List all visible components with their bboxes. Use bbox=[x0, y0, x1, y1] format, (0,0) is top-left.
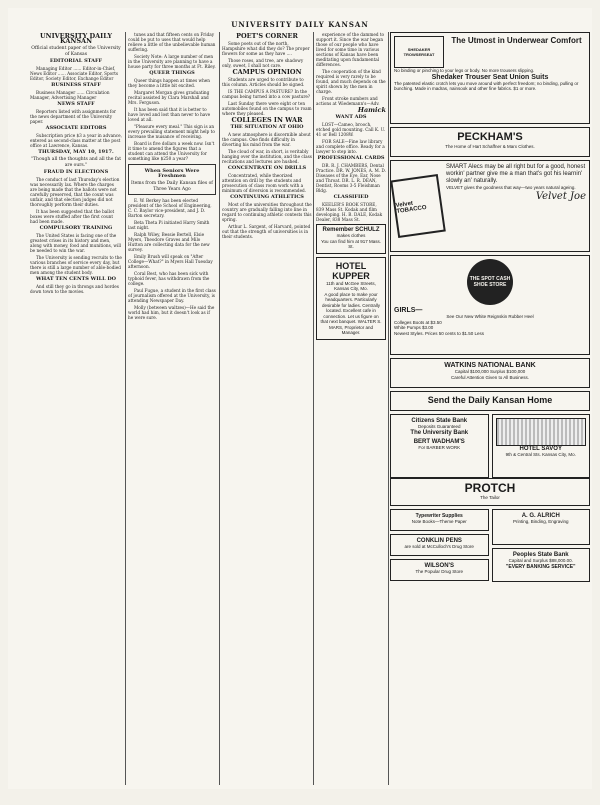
peoples-capital: Capital and Surplus $88,000.00. bbox=[508, 558, 573, 563]
shedaker-ad: SHEDAKER TROWSERSEAT The Utmost in Underwear Comfort No binding or pinching to your legs or body. No more trousers slipping. Shedaker Trouser Seat Union Suits The patented elastic crotch lets you move around with perfect freedom; no binding, pulling or bunching. Made in madras, nainsook and other fine fabrics. $1 or more. bbox=[390, 32, 590, 124]
send-kansan-text: Send the Daily Kansan Home bbox=[427, 395, 553, 405]
wilson-name: WILSON'S bbox=[424, 563, 454, 569]
headline-ten-cents: WHAT TEN CENTS WILL DO bbox=[35, 276, 117, 282]
editorial-column: UNIVERSITY DAILY KANSAN Official student paper of the University of Kansas EDITORIAL STAFF Managing Editor ...... Editor-in-Chief, News Editor ...... Associate Editor, Sports Editor, Society Editor, Exchange Editor BUSINESS STAFF Business Manager ...... Circulation Manager, Advertising Manager NEWS STAFF Reporters listed with assignments for the news department of the University paper. ASSOCIATE EDITORS Subscription price $3 a year in advance, entered as second-class matter at the post office at Lawrence, Kansas. THURSDAY, MAY 10, 1917. "Though all the thoughts and all the fat are ours." FRAUD IN ELECTIONS The conduct of last Thursday's election was necessarily lax. Where the charges are being made that the ballots were not carefully preserved, that the count was unfair, and that election judges did not thoroughly perform their duties. It has been suggested that the ballot boxes were stuffed after the first count had been made. COMPULSORY TRAINING The United States is facing one of the greatest crises in its history and men, along with money, food and munitions, will be needed to win the war. The University is sending recruits to the various branches of service every day, but there is still a large number of able-bodied men among the student body. WHAT TEN CENTS WILL DO And still they go in throngs and hordes down town to the movies. bbox=[30, 32, 122, 294]
staff-heading: EDITORIAL STAFF bbox=[49, 58, 103, 64]
column-rule bbox=[219, 32, 220, 785]
staff-heading: NEWS STAFF bbox=[57, 101, 95, 107]
barber-sub: For BARBER WORK bbox=[418, 444, 461, 450]
conklin-name: CONKLIN PENS bbox=[416, 538, 462, 544]
column-rule bbox=[388, 32, 389, 785]
spotcash-line: Colleges Boots at $3.50 bbox=[394, 319, 442, 325]
headline-campus-opinion: CAMPUS OPINION bbox=[232, 68, 302, 76]
peoples-name: Peoples State Bank bbox=[512, 552, 569, 558]
column-rule bbox=[313, 32, 314, 785]
seniors-box bbox=[128, 164, 216, 195]
box-title: When Seniors Were Freshmen bbox=[144, 168, 200, 179]
page-masthead: UNIVERSITY DAILY KANSAN bbox=[231, 20, 369, 29]
alrich-name: A. G. ALRICH bbox=[521, 513, 560, 519]
opinion-column: POET'S CORNER Some poets out of the north, Hampshire what did they do? The proper flowers for some as they have .... Those roses, and tree, are shadowy only, sweet, I shall not care. CAMPUS OPINION Students are urged to contribute to this column. Articles should be signed. IS THE CAMPUS A PASTURE? In the campus being turned into a cow pasture? Last Sunday there were eight or ten automobiles found on the campus to roam where they pleased. COLLEGES IN WAR THE SITUATION AT OHIO A new atmosphere is discernible about the campus. One finds difficulty in diverting his mind from the war. The cloud of war, in short, is veritably hanging over the institution, and the class recitations and lectures are hushed. CONCENTRATE ON DRILLS Concentrated, while theorized attention on drill by the students and prosecution of class room work with a minimum of diversion is recommended. CONTINUING ATHLETICS Most of the universities throughout the country are gradually falling into line in regard to continuing athletic contests this spring. Arthur L. Sargent, of Harvard, pointed out that the strength of universities is in their students. bbox=[222, 32, 312, 239]
watkins-ad bbox=[390, 358, 590, 388]
bottom-ads-row bbox=[390, 509, 590, 604]
typewriter-name: Typewriter Supplies bbox=[415, 513, 463, 519]
send-kansan-ad bbox=[390, 391, 590, 411]
watkins-capital: Capital $100,000 Surplus $100,000 bbox=[454, 369, 526, 374]
headline-poets: POET'S CORNER bbox=[236, 32, 298, 40]
spotcash-line: White Pumps $3.00 bbox=[394, 325, 434, 330]
typewriter-ad bbox=[390, 509, 489, 531]
tobacco-tin-icon: Velvet TOBACCO bbox=[390, 174, 446, 238]
typewriter-sub: Note Books—Theme Paper bbox=[411, 519, 467, 524]
issue-date: THURSDAY, MAY 10, 1917. bbox=[38, 149, 114, 155]
alrich-ad bbox=[492, 509, 591, 545]
protch-sub: The Tailor bbox=[480, 495, 500, 500]
watkins-sub: Careful Attention Given to All Business. bbox=[450, 374, 530, 380]
velvet-ad: Velvet TOBACCO SMART Alecs may be all right but for a good, honest workin' partner give me a man that's got his learnin' slowly an' naturally. VELVET gives the goodness that way—two years natural ageing. Velvet Joe bbox=[390, 160, 590, 252]
alrich-sub: Printing, Binding, Engraving bbox=[512, 519, 569, 524]
citizens-sub: Deposits Guaranteed bbox=[417, 424, 461, 429]
watkins-name: WATKINS NATIONAL BANK bbox=[444, 362, 536, 369]
shedaker-headline: The Utmost in Underwear Comfort bbox=[451, 36, 582, 45]
nameplate: UNIVERSITY DAILY KANSAN bbox=[39, 32, 113, 45]
box-sub: Items from the Daily Kansan files of Three Years Ago bbox=[131, 181, 213, 192]
peckham-ad bbox=[390, 127, 590, 157]
staff-heading: ASSOCIATE EDITORS bbox=[45, 125, 107, 131]
citizens-ad bbox=[390, 414, 489, 478]
conklin-ad bbox=[390, 534, 489, 556]
headline-athletics: CONTINUING ATHLETICS bbox=[230, 194, 304, 200]
want-ads-heading: WANT ADS bbox=[335, 114, 367, 120]
citizens-tag: The University Bank bbox=[410, 429, 469, 436]
headline-fraud: FRAUD IN ELECTIONS bbox=[43, 169, 109, 175]
savoy-name: HOTEL SAVOY bbox=[519, 446, 562, 452]
velvet-text: SMART Alecs may be all right but for a good, honest workin' partner give me a man that's got his learnin' slowly an' naturally. bbox=[446, 164, 586, 184]
schulz-sub: makes clothes bbox=[336, 233, 366, 238]
kupper-name: HOTEL KUPPER bbox=[332, 260, 370, 281]
kupper-sub: 11th and McGee Streets, Kansas City, Mo. bbox=[326, 280, 376, 291]
professional-cards-heading: PROFESSIONAL CARDS bbox=[317, 155, 385, 161]
headline-compulsory: COMPULSORY TRAINING bbox=[39, 225, 113, 231]
staff-heading: BUSINESS STAFF bbox=[51, 82, 101, 88]
schulz-name: Remember SCHULZ bbox=[322, 227, 380, 233]
citizens-name: Citizens State Bank bbox=[411, 418, 468, 424]
shedaker-logo: SHEDAKER TROWSERSEAT bbox=[394, 36, 444, 68]
hotel-building-icon bbox=[496, 418, 587, 446]
velvet-brand: Velvet Joe bbox=[535, 190, 586, 202]
signature: Hamick bbox=[357, 106, 386, 114]
classified-heading: CLASSIFIED bbox=[333, 194, 369, 200]
wilson-ad bbox=[390, 559, 489, 581]
bank-hotel-row bbox=[390, 414, 590, 478]
spotcash-girls: GIRLS— bbox=[394, 307, 423, 314]
headline-colleges: COLLEGES IN WAR bbox=[231, 116, 303, 124]
savoy-sub: 9th & Central Sts. Kansas City, Mo. bbox=[505, 452, 576, 457]
newspaper-page bbox=[8, 8, 592, 789]
peckham-sub: The Home of Hart Schaffner & Marx Clothes. bbox=[445, 144, 535, 149]
nameplate-sub: Official student paper of the University of Kansas bbox=[31, 46, 121, 57]
headline-drills: CONCENTRATE ON DRILLS bbox=[227, 165, 307, 171]
classified-column: experience of the dammed to support it. Since the war began those of our people who have lived for some time in various sections of Kansas have been meditating upon fundamental differences. The cooperation of the kind required is very rarely to be found, and much depends on the spirit shown by the men in charge. Front stroke numbers and actions at Wiedemann's—Adv. Hamick WANT ADS LOST—Cameo, brooch, etched gold mounting. Call K. U. 41 or Bell 1208W. FOR SALE—Fine law library and complete office. Ready for a lawyer to step into. PROFESSIONAL CARDS DR. R. J. CHAMBERS, Dental Practice. DR. W. JONES, A. M. D. Diseases of the Eye, Ear, Nose and Throat. DR. L. R. DEAN, Dentist, Rooms 3-5 Fleishman Bldg. CLASSIFIED KEELER'S BOOK STORE, 839 Mass St. Kodak and film developing. H. B. DALE, Kodak Dealer, 838 Mass St. Remember SCHULZ makes clothes You can find him at 917 Mass. St. HOTEL KUPPER 11th and McGee Streets, Kansas City, Mo. A good place to make your headquarters. Particularly desirable for ladies. Centrally located. Excellent cafe in connection. Let us figure on that next banquet. WALTER S. MARS, Proprietor and Manager. bbox=[316, 32, 386, 785]
peoples-ad bbox=[492, 548, 591, 582]
conklin-sub: are sold at McCulloch's Drug Store bbox=[404, 544, 474, 549]
protch-ad bbox=[390, 478, 590, 506]
bottom-left-ads bbox=[390, 509, 489, 604]
barber-name: BERT WADHAM'S bbox=[413, 438, 465, 445]
column-rule bbox=[125, 32, 126, 785]
spotcash-line: Newest Styles. Prices 50 cents to $1.50 Less bbox=[394, 330, 485, 336]
spot-cash-seal-icon: THE SPOT CASH SHOE STORE bbox=[467, 259, 513, 305]
schulz-ad: Remember SCHULZ makes clothes You can find him at 917 Mass. St. bbox=[316, 224, 386, 254]
savoy-ad bbox=[492, 414, 591, 478]
peoples-tag: "EVERY BANKING SERVICE" bbox=[506, 563, 576, 570]
masthead-quote: "Though all the thoughts and all the fat are ours." bbox=[30, 157, 122, 168]
protch-name: PROTCH bbox=[464, 481, 516, 495]
peckham-name: PECKHAM'S bbox=[457, 131, 523, 143]
headline-queer: QUEER THINGS bbox=[149, 70, 195, 76]
headline-ohio: THE SITUATION AT OHIO bbox=[230, 124, 304, 130]
spotcash-offer: See Our New White Reignskin Rubber Heel bbox=[446, 314, 534, 319]
spotcash-ad bbox=[390, 255, 590, 355]
bottom-right-ads bbox=[492, 509, 591, 604]
advertisements-column bbox=[390, 32, 590, 785]
kupper-ad: HOTEL KUPPER 11th and McGee Streets, Kansas City, Mo. A good place to make your headquarters. Particularly desirable for ladies. Centrally located. Excellent cafe in connection. Let us figure on that next banquet. WALTER S. MARS, Proprietor and Manager. bbox=[316, 257, 386, 340]
wilson-sub: The Popular Drug Store bbox=[415, 569, 464, 574]
features-column: tunes and that fifteen cents on Friday could be put to uses that would help relieve a little of the unbelievable human suffering. Society Note: A large number of men in the University are planning to have a house party for three months at Ft. Riley. QUEER THINGS Queer things happen at times when they become a little bit excited. Margaret Morgan gives graduating recital assisted by Clara Marshall and Mrs. Ferguson. It has been said that it is better to have loved and lost than never to have loved at all. "Pleasure every meal." This sign is an every prevailing statement might help to increase the nuisance of receiving. Board is five dollars a week now. Isn't it time to amend the figures that a student can attend the University for something like $250 a year? When Seniors Were Freshmen Items from the Daily Kansan files of Three Years Ago E. W. Berkey has been elected president of the School of Engineering, C. C. Baylor vice-president, and J. D. Barton secretary. Beta Theta Pi initiated Harry Smith last night. Ralph Wiley, Bessie Bertell, Elsie Myers, Theodore Graves and Milo Hutton are collecting data for the new survey. Emily Brush will speak on "After College—What?" in Myers Hall Tuesday afternoon. Coral Best, who has been sick with typhoid fever, has withdrawn from the college. Paul Fugue, a student in the first class of journalism offered at the University, is attending Newspaper Day. Molly (between waltzes)—He said the world had him, but it doesn't look as if he were sure. bbox=[128, 32, 216, 320]
shedaker-body: Shedaker Trouser Seat Union Suits bbox=[431, 73, 549, 81]
